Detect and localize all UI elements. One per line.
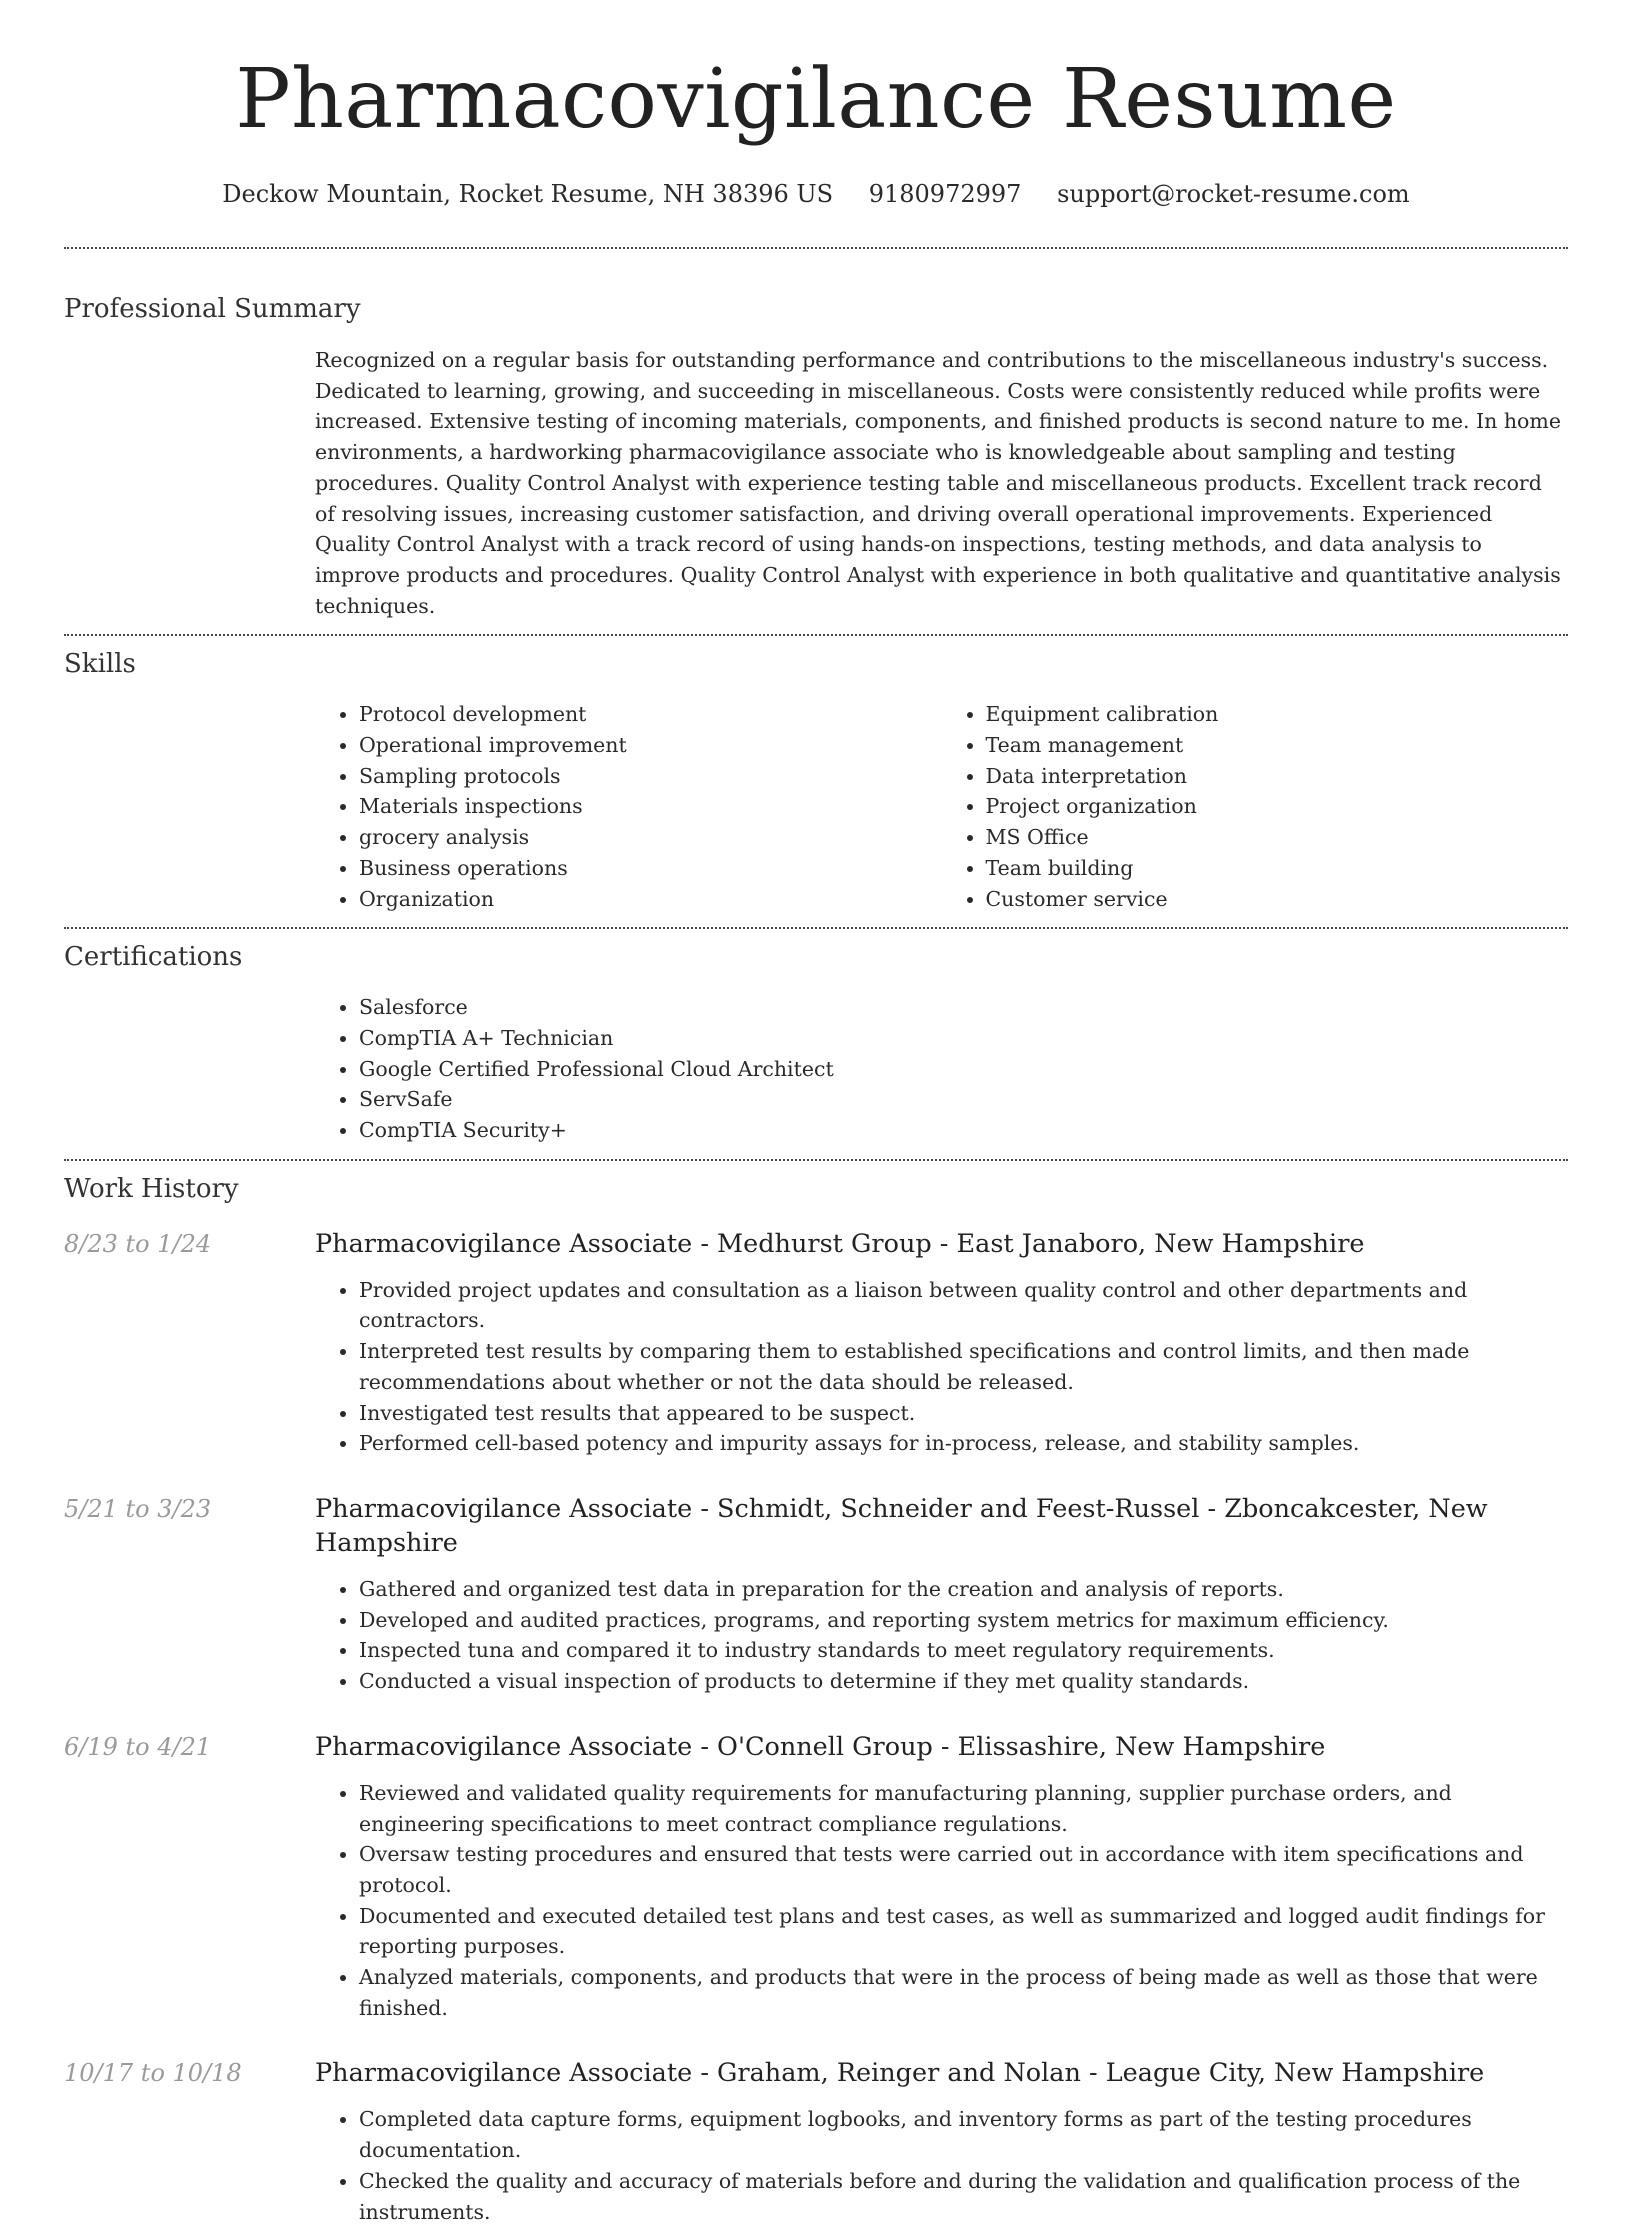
contact-email: support@rocket-resume.com [1057,180,1410,208]
certifications-body [315,992,1568,1146]
job-entry [64,1730,1568,2024]
job-bullets [315,1778,1568,2024]
skill-item: • Organization [359,884,942,915]
certifications-list [315,992,1568,1146]
job-bullet: • Conducted a visual inspection of products to determine if they met quality standards. [359,1666,1568,1697]
job-date: 8/23 to 1/24 [64,1229,212,1258]
certification-item: • CompTIA Security+ [359,1115,1568,1146]
job-title: Pharmacovigilance Associate - Schmidt, Schneider and Feest-Russel - Zboncakcester, New Hampshire [315,1493,1488,1558]
skills-list-right [942,699,1569,914]
section-title: Skills [64,649,136,680]
skills-section [64,646,1568,914]
job-bullet: • Inspected tuna and compared it to industry standards to meet regulatory requirements. [359,1635,1568,1666]
job-bullet: • Provided project updates and consultation as a liaison between quality control and other departments and contractors. [359,1275,1568,1336]
skill-item: • Customer service [986,884,1569,915]
job-bullet: • Gathered and organized test data in preparation for the creation and analysis of reports. [359,1574,1568,1605]
job-bullet: • Documented and executed detailed test plans and test cases, as well as summarized and logged audit findings for reporting purposes. [359,1901,1568,1962]
section-title: Certifications [64,942,243,973]
skill-item: • Business operations [359,853,942,884]
job-bullet: • Investigated test results that appeared to be suspect. [359,1398,1568,1429]
summary-text: Recognized on a regular basis for outstanding performance and contributions to the miscellaneous industry's success. Dedicated to learning, growing, and succeeding in miscellaneous. Costs were consistently reduced while profits were increased. Extensive testing of incoming materials, components, and finished products is second nature to me. In home environments, a hardworking pharmacovigilance associate who is knowledgeable about sampling and testing procedures. Quality Control Analyst with experience testing table and miscellaneous products. Excellent track record of resolving issues, increasing customer satisfaction, and driving overall operational improvements. Experienced Quality Control Analyst with a track record of using hands-on inspections, testing methods, and data analysis to improve products and procedures. Quality Control Analyst with experience in both qualitative and quantitative analysis techniques. [315,348,1561,618]
skill-item: • Materials inspections [359,791,942,822]
job-entry [64,1492,1568,1697]
skill-item: • Team building [986,853,1569,884]
job-bullet: • Completed data capture forms, equipment logbooks, and inventory forms as part of the testing procedures documentation. [359,2104,1568,2165]
job-date: 5/21 to 3/23 [64,1494,212,1523]
skill-item: • MS Office [986,822,1569,853]
job-entry [64,2056,1568,2227]
certification-item: • Salesforce [359,992,1568,1023]
skill-item: • Sampling protocols [359,761,942,792]
resume-name: Pharmacovigilance Resume [235,52,1397,147]
job-entry [64,1227,1568,1459]
work-history-section [64,1171,1568,2227]
summary-section [64,291,1568,621]
skills-columns [315,699,1568,914]
job-date: 10/17 to 10/18 [64,2059,242,2088]
skill-item: • Protocol development [359,699,942,730]
certification-item: • ServSafe [359,1084,1568,1115]
skill-item: • Team management [986,730,1569,761]
skill-item: • Data interpretation [986,761,1569,792]
resume-page [64,0,1568,2227]
job-title: Pharmacovigilance Associate - Medhurst Group - East Janaboro, New Hampshire [315,1228,1365,1259]
job-title: Pharmacovigilance Associate - Graham, Reinger and Nolan - League City, New Hampshire [315,2058,1485,2089]
certification-item: • CompTIA A+ Technician [359,1023,1568,1054]
job-bullet: • Checked the quality and accuracy of materials before and during the validation and qualification process of the instruments. [359,2166,1568,2227]
section-divider [64,247,1568,249]
contact-line [64,178,1568,210]
job-bullets [315,2104,1568,2227]
job-title: Pharmacovigilance Associate - O'Connell Group - Elissashire, New Hampshire [315,1731,1326,1762]
section-title: Professional Summary [64,294,361,324]
job-bullets [315,1574,1568,1697]
skill-item: • Operational improvement [359,730,942,761]
job-bullet: • Developed and audited practices, programs, and reporting system metrics for maximum efficiency. [359,1605,1568,1636]
certification-item: • Google Certified Professional Cloud Architect [359,1054,1568,1085]
job-bullets [315,1275,1568,1459]
job-bullet: • Analyzed materials, components, and products that were in the process of being made as well as those that were finished. [359,1962,1568,2023]
job-bullet: • Oversaw testing procedures and ensured that tests were carried out in accordance with item specifications and protocol. [359,1839,1568,1900]
job-bullet: • Performed cell-based potency and impurity assays for in-process, release, and stability samples. [359,1428,1568,1459]
section-title: Work History [64,1173,239,1204]
certifications-section [64,939,1568,1146]
skill-item: • Equipment calibration [986,699,1569,730]
contact-phone: 9180972997 [868,180,1022,208]
job-date: 6/19 to 4/21 [64,1732,212,1761]
job-bullet: • Interpreted test results by comparing them to established specifications and control limits, and then made recommendations about whether or not the data should be released. [359,1336,1568,1397]
section-divider [64,927,1568,929]
section-divider [64,634,1568,636]
section-divider [64,1159,1568,1161]
skill-item: • grocery analysis [359,822,942,853]
skill-item: • Project organization [986,791,1569,822]
contact-address: Deckow Mountain, Rocket Resume, NH 38396 US [222,180,834,208]
job-bullet: • Reviewed and validated quality requirements for manufacturing planning, supplier purchase orders, and engineering specifications to meet contract compliance regulations. [359,1778,1568,1839]
skills-list-left [315,699,942,914]
